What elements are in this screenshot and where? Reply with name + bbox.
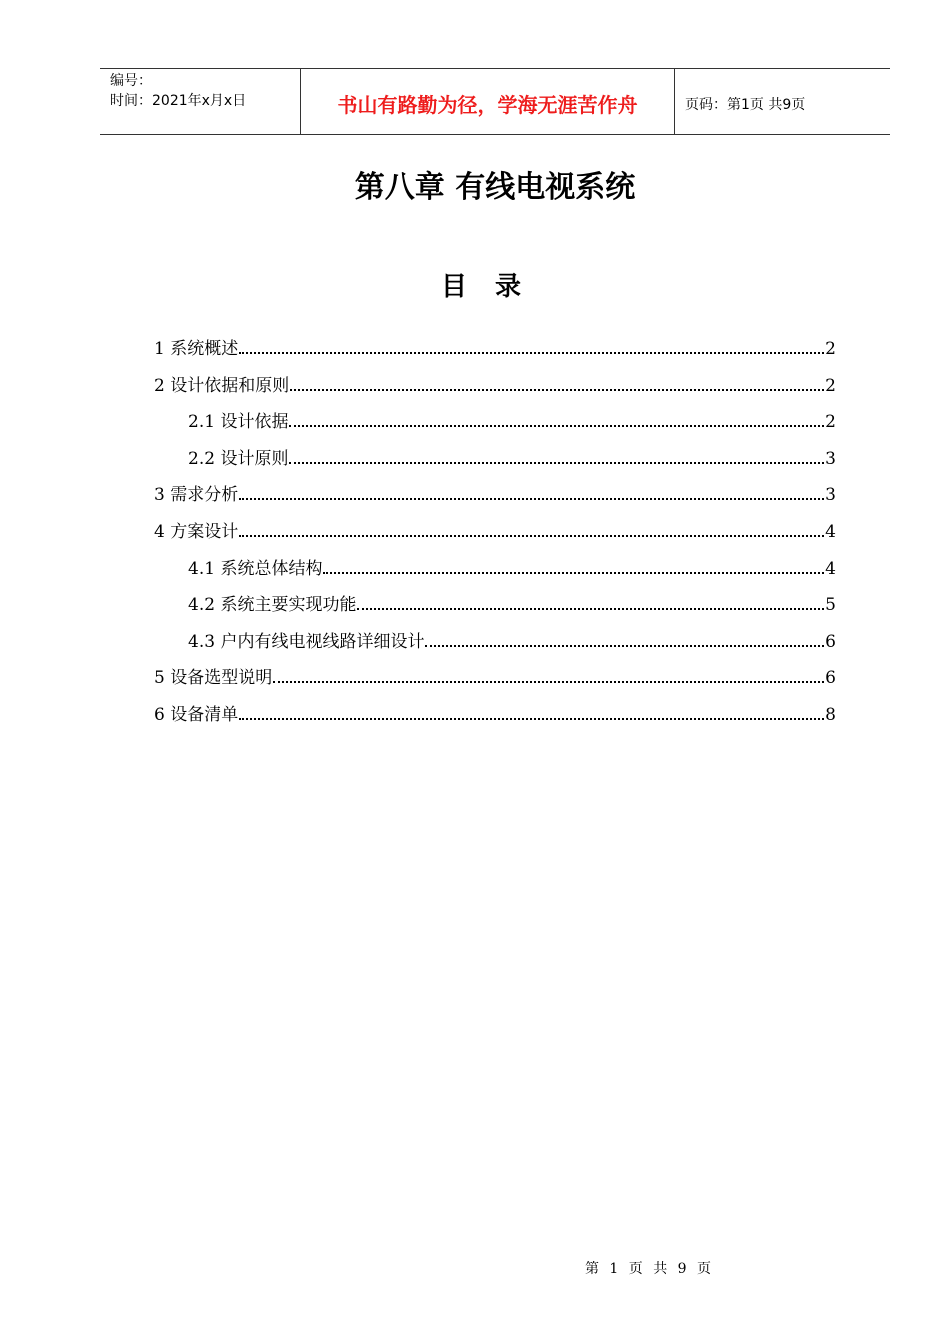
page-footer: 第 1 页 共 9 页 xyxy=(584,1261,712,1277)
toc-entry[interactable] xyxy=(154,444,836,481)
toc-leader-dots xyxy=(357,594,824,610)
toc-entry-label: 2 设计依据和原则 xyxy=(154,375,290,396)
table-of-contents xyxy=(154,334,836,737)
toc-entry[interactable] xyxy=(154,663,836,700)
document-number-label: 编号： xyxy=(110,73,152,89)
toc-entry[interactable] xyxy=(154,700,836,737)
toc-leader-dots xyxy=(290,375,824,391)
toc-entry[interactable] xyxy=(154,627,836,664)
toc-leader-dots xyxy=(425,631,824,647)
toc-entry-label: 3 需求分析 xyxy=(154,485,239,506)
toc-leader-dots xyxy=(239,338,824,354)
toc-entry-page: 6 xyxy=(825,668,836,689)
toc-leader-dots xyxy=(289,448,824,464)
toc-entry-page: 2 xyxy=(825,375,836,396)
toc-entry-label: 6 设备清单 xyxy=(154,704,239,725)
toc-entry-label: 1 系统概述 xyxy=(154,339,239,359)
toc-entry-label: 4.1 系统总体结构 xyxy=(188,558,323,579)
toc-entry[interactable] xyxy=(154,407,836,444)
toc-entry-label: 4.2 系统主要实现功能 xyxy=(188,595,357,616)
toc-entry[interactable] xyxy=(154,517,836,554)
toc-leader-dots xyxy=(239,704,824,720)
toc-leader-dots xyxy=(323,558,824,574)
header-meta xyxy=(100,69,301,134)
document-time-label: 时间：2021年x月x日 xyxy=(110,93,247,109)
toc-entry[interactable] xyxy=(154,480,836,517)
toc-entry-page: 3 xyxy=(825,448,836,469)
toc-leader-dots xyxy=(239,484,824,500)
toc-entry-page: 4 xyxy=(825,558,836,579)
toc-entry[interactable] xyxy=(154,590,836,627)
header-page-info: 页码：第1页 共9页 xyxy=(685,96,806,113)
toc-leader-dots xyxy=(273,667,824,683)
toc-entry-label: 4.3 户内有线电视线路详细设计 xyxy=(188,631,425,652)
toc-entry-label: 4 方案设计 xyxy=(154,521,239,542)
toc-entry-page: 6 xyxy=(825,631,836,652)
toc-entry[interactable] xyxy=(154,371,836,408)
header-motto: 书山有路勤为径，学海无涯苦作舟 xyxy=(301,69,675,134)
toc-leader-dots xyxy=(239,521,824,537)
toc-entry[interactable] xyxy=(154,334,836,371)
toc-title: 目录 xyxy=(440,272,549,302)
toc-entry-page: 3 xyxy=(825,485,836,506)
chapter-title: 第八章 有线电视系统 xyxy=(354,170,636,205)
toc-entry-page: 4 xyxy=(825,521,836,542)
toc-entry-page: 5 xyxy=(825,595,836,616)
toc-entry-label: 2.1 设计依据 xyxy=(188,412,289,433)
toc-entry-label: 5 设备选型说明 xyxy=(154,668,273,689)
toc-entry-page: 2 xyxy=(825,412,836,433)
toc-leader-dots xyxy=(289,411,824,427)
page-header xyxy=(100,68,890,135)
toc-entry-label: 2.2 设计原则 xyxy=(188,448,289,469)
toc-entry-page: 2 xyxy=(825,339,836,359)
toc-entry[interactable] xyxy=(154,554,836,591)
toc-entry-page: 8 xyxy=(825,704,836,725)
